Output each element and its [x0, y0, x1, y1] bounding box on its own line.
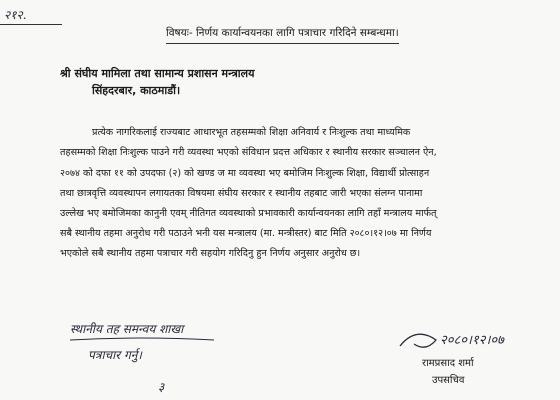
body-line: उल्लेख भए बमोजिमका कानुनी एवम् नीतिगत व्यवस्थाको प्रभावकारी कार्यान्वयनका लागि तहाँ मन्त्रालय मार्फत् — [60, 208, 437, 219]
handwritten-note-mark: ३ — [158, 380, 165, 394]
addressee-name: श्री संघीय मामिला तथा सामान्य प्रशासन मन्त्रालय — [60, 67, 255, 80]
handwritten-note-section: स्थानीय तह समन्वय शाखा — [70, 322, 184, 336]
body-line: सबै स्थानीय तहमा अनुरोध गरी पठाउने भनी यस मन्त्रालय (मा. मन्त्रीस्तर) बाट मिति २०८०।१२।०७ मा निर्णय — [60, 228, 432, 239]
body-line: तथा छात्रवृत्ति व्यवस्थापन लगायतका विषयमा संघीय सरकार र स्थानीय तहबाट जारी भएका संलग्न पानामा — [60, 188, 423, 199]
subject-text: विषयः- निर्णय कार्यान्वयनका लागि पत्राचार गरिदिने सम्बन्धमा। — [166, 27, 399, 39]
body-line: प्रत्येक नागरिकलाई राज्यबाट आधारभूत तहसम्मको शिक्षा अनिवार्य र निःशुल्क तथा माध्यमिक — [92, 127, 411, 138]
signatory-title: उपसचिव — [432, 375, 465, 386]
body-line: भएकोले सबै स्थानीय तहमा पत्राचार गरी सहयोग गरिदिनु हुन निर्णय अनुसार अनुरोध छ। — [60, 248, 361, 259]
handwritten-note-instruction: पत्राचार गर्नु। — [88, 348, 142, 362]
body-line: तहसम्मको शिक्षा निःशुल्क पाउने गरी व्यवस्था भएको संविधान प्रदत्त अधिकार र स्थानीय सरकार सञ्चालन ऐन, — [60, 147, 437, 158]
addressee-location: सिंहदरबार, काठमाडौं। — [92, 84, 181, 97]
signature-date: २०८०।१२।०७ — [440, 333, 504, 348]
reference-number: २१२. — [4, 8, 27, 22]
signatory-name: रामप्रसाद शर्मा — [422, 358, 474, 369]
body-line: २०७४ को दफा ११ को उपदफा (२) को खण्ड ज मा व्यवस्था भए बमोजिम निःशुल्क शिक्षा, विद्यार्थी प्रोत्साहन — [60, 168, 430, 179]
